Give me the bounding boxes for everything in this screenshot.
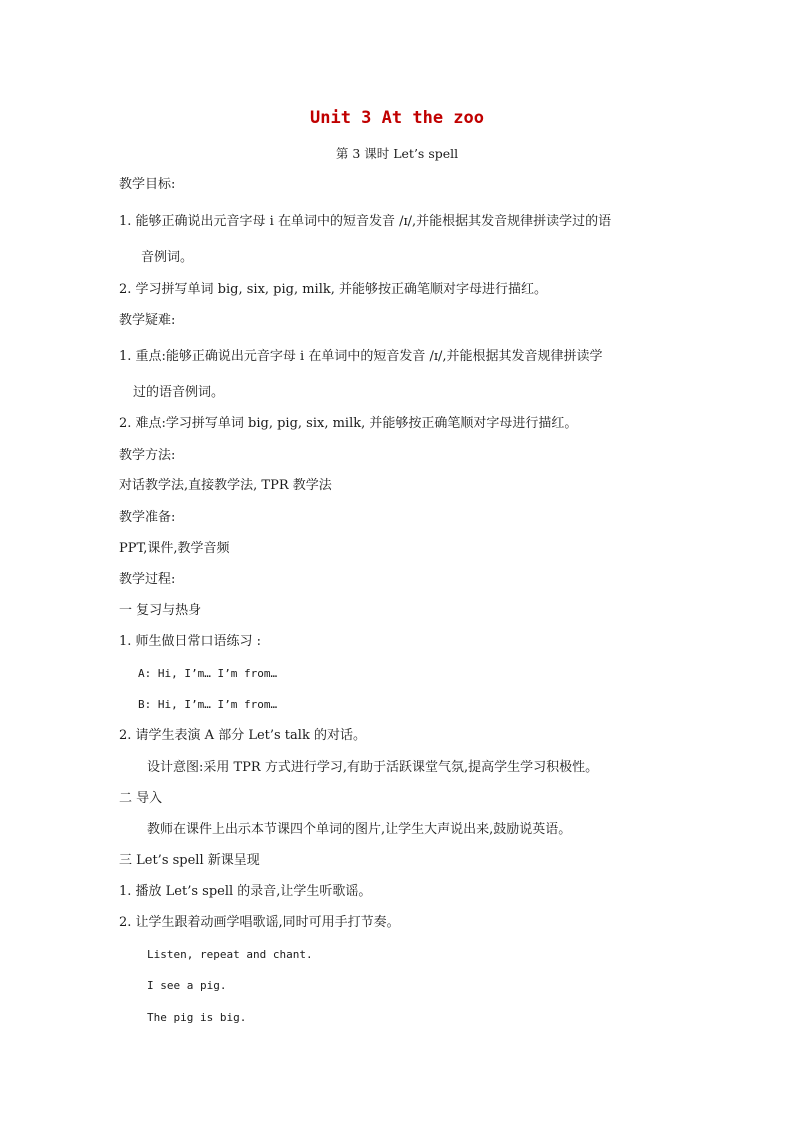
method-text: 对话教学法,直接教学法, TPR 教学法 bbox=[119, 478, 332, 493]
process-heading: 教学过程: bbox=[119, 572, 176, 587]
step1-item1: 1. 师生做日常口语练习 : bbox=[119, 634, 262, 649]
step2-heading: 二 导入 bbox=[119, 791, 163, 806]
difficulty-heading: 教学疑难: bbox=[119, 313, 176, 328]
difficulty-1-line1: 1. 重点:能够正确说出元音字母 i 在单词中的短音发音 /ɪ/,并能根据其发音规律拼读学 bbox=[119, 349, 603, 364]
step2-text: 教师在课件上出示本节课四个单词的图片,让学生大声说出来,鼓励说英语。 bbox=[147, 822, 572, 837]
step1-item2: 2. 请学生表演 A 部分 Let’s talk 的对话。 bbox=[119, 728, 366, 743]
dialogue-line-b: B: Hi, I’m… I’m from… bbox=[138, 698, 278, 711]
step1-heading: 一 复习与热身 bbox=[119, 603, 202, 618]
dialogue-line-a: A: Hi, I’m… I’m from… bbox=[138, 667, 278, 680]
difficulty-2: 2. 难点:学习拼写单词 big, pig, six, milk, 并能够按正确笔顺对字母进行描红。 bbox=[119, 416, 578, 431]
objective-1-line1: 1. 能够正确说出元音字母 i 在单词中的短音发音 /ɪ/,并能根据其发音规律拼读学过的语 bbox=[119, 214, 612, 229]
chant-line-2: I see a pig. bbox=[147, 979, 227, 992]
difficulty-1-line2: 过的语音例词。 bbox=[133, 385, 225, 400]
step3-heading: 三 Let’s spell 新课呈现 bbox=[119, 853, 260, 868]
lesson-subtitle: 第 3 课时 Let’s spell bbox=[335, 146, 459, 161]
prep-text: PPT,课件,教学音频 bbox=[119, 541, 230, 556]
method-heading: 教学方法: bbox=[119, 448, 176, 463]
document-title: Unit 3 At the zoo bbox=[310, 108, 484, 128]
prep-heading: 教学准备: bbox=[119, 510, 176, 525]
objectives-heading: 教学目标: bbox=[119, 177, 176, 192]
objective-1-line2: 音例词。 bbox=[141, 250, 194, 265]
chant-line-3: The pig is big. bbox=[147, 1011, 247, 1024]
step3-item1: 1. 播放 Let’s spell 的录音,让学生听歌谣。 bbox=[119, 884, 372, 899]
objective-2: 2. 学习拼写单词 big, six, pig, milk, 并能够按正确笔顺对字母进行描红。 bbox=[119, 282, 548, 297]
step3-item2: 2. 让学生跟着动画学唱歌谣,同时可用手打节奏。 bbox=[119, 915, 400, 930]
design-intent: 设计意图:采用 TPR 方式进行学习,有助于活跃课堂气氛,提高学生学习积极性。 bbox=[147, 760, 599, 775]
chant-line-1: Listen, repeat and chant. bbox=[147, 948, 313, 961]
